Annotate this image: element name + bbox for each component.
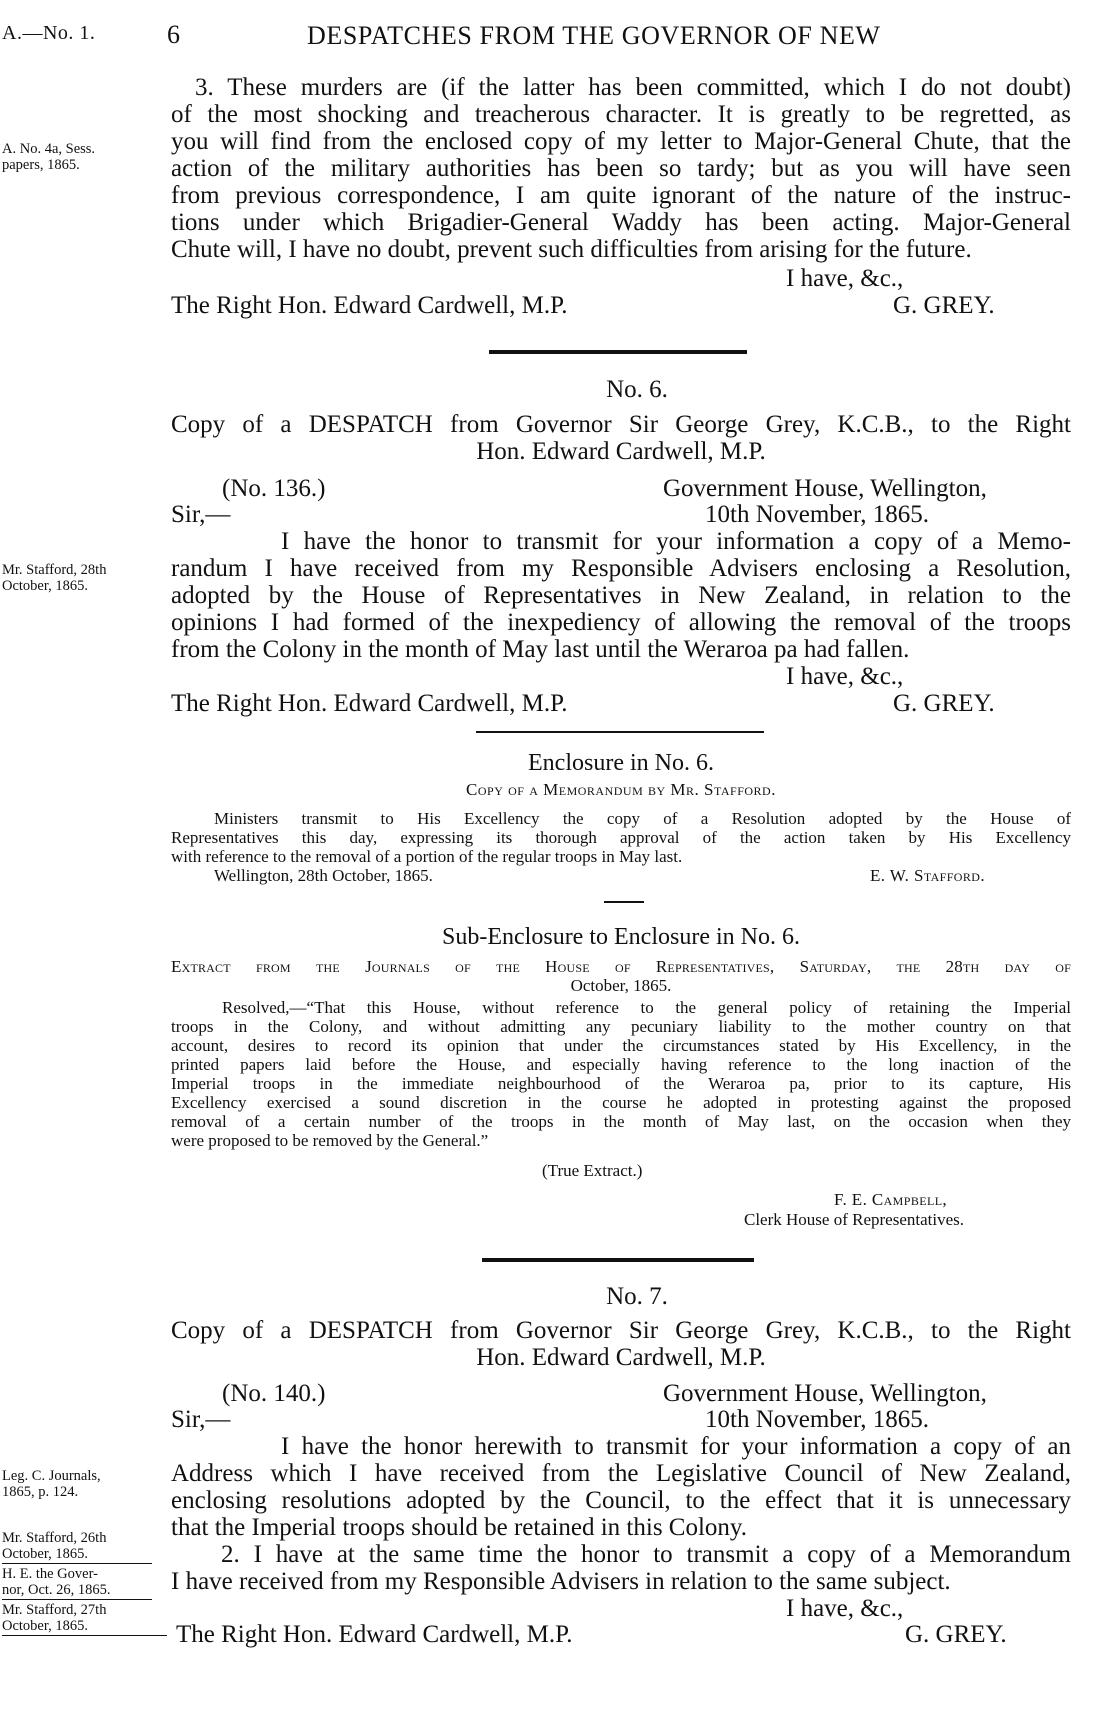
closing: I have, &c., bbox=[786, 265, 904, 292]
despatch-heading-line: Hon. Edward Cardwell, M.P. bbox=[476, 1344, 766, 1371]
clerk-title: Clerk House of Representatives. bbox=[744, 1210, 964, 1229]
margin-note-line: H. E. the Gover- bbox=[2, 1566, 98, 1582]
margin-note-line: October, 1865. bbox=[2, 1618, 88, 1634]
clerk-signature: F. E. Campbell, bbox=[834, 1190, 948, 1209]
margin-note-line: Mr. Stafford, 28th bbox=[2, 562, 107, 578]
despatch-place: Government House, Wellington, bbox=[663, 475, 987, 502]
para3-line: tions under which Brigadier-General Waddy has been acting. Major-General bbox=[171, 209, 1071, 236]
despatch-heading-line: Copy of a DESPATCH from Governor Sir George Grey, K.C.B., to the Right bbox=[171, 1317, 1071, 1344]
resolution-line: account, desires to record its opinion that under the circumstances stated by His Excellency, in the bbox=[171, 1036, 1071, 1055]
margin-note-line: Mr. Stafford, 26th bbox=[2, 1530, 107, 1546]
resolution-line: printed papers laid before the House, and especially having reference to the long inaction of the bbox=[171, 1055, 1071, 1074]
margin-note-line: A. No. 4a, Sess. bbox=[2, 141, 96, 157]
resolution-line: Resolved,—“That this House, without reference to the general policy of retaining the Imperial bbox=[222, 998, 1071, 1017]
despatch-number: No. 7. bbox=[606, 1283, 668, 1310]
enclosure-line: Ministers transmit to His Excellency the copy of a Resolution adopted by the House of bbox=[214, 809, 1071, 828]
no6-line: I have the honor to transmit for your information a copy of a Memo- bbox=[281, 528, 1071, 555]
margin-note bbox=[2, 1602, 167, 1636]
no7-line: that the Imperial troops should be retained in this Colony. bbox=[171, 1514, 748, 1541]
enclosure-subtitle: Copy of a Memorandum by Mr. Stafford. bbox=[466, 780, 776, 799]
closing: I have, &c., bbox=[786, 663, 904, 690]
margin-note-line: papers, 1865. bbox=[2, 157, 80, 173]
despatch-no: (No. 136.) bbox=[222, 475, 326, 502]
despatch-heading-line: Hon. Edward Cardwell, M.P. bbox=[476, 438, 766, 465]
subenclosure-heading-line: October, 1865. bbox=[570, 976, 672, 995]
para3-line: Chute will, I have no doubt, prevent such difficulties from arising for the future. bbox=[171, 236, 972, 263]
no6-line: randum I have received from my Responsible Advisers enclosing a Resolution, bbox=[171, 555, 1071, 582]
margin-note-line: 1865, p. 124. bbox=[2, 1484, 79, 1500]
signature: G. GREY. bbox=[893, 690, 995, 717]
signature: G. GREY. bbox=[893, 292, 995, 319]
margin-note-line: Mr. Stafford, 27th bbox=[2, 1602, 107, 1618]
despatch-no: (No. 140.) bbox=[222, 1380, 326, 1407]
resolution-line: Imperial troops in the immediate neighbourhood of the Weraroa pa, prior to its capture, His bbox=[171, 1074, 1071, 1093]
despatch-heading bbox=[171, 412, 1071, 439]
closing: I have, &c., bbox=[786, 1595, 904, 1622]
addressee: The Right Hon. Edward Cardwell, M.P. bbox=[171, 690, 568, 717]
salutation: Sir,— bbox=[171, 1406, 231, 1433]
section-divider bbox=[604, 901, 644, 903]
despatch-date: 10th November, 1865. bbox=[705, 501, 929, 528]
para3-line: from previous correspondence, I am quite ignorant of the nature of the instruc- bbox=[171, 182, 1071, 209]
section-divider bbox=[476, 731, 764, 733]
page-number: 6 bbox=[167, 20, 181, 49]
margin-note-line: Leg. C. Journals, bbox=[2, 1468, 101, 1484]
no7-line: 2. I have at the same time the honor to transmit a copy of a Memorandum bbox=[221, 1541, 1071, 1568]
margin-note bbox=[2, 1468, 101, 1500]
addressee: The Right Hon. Edward Cardwell, M.P. bbox=[176, 1621, 573, 1648]
salutation: Sir,— bbox=[171, 501, 231, 528]
para3-line: action of the military authorities has been so tardy; but as you will have seen bbox=[171, 155, 1071, 182]
resolution-line: were proposed to be removed by the General.” bbox=[171, 1131, 489, 1150]
margin-note-line: October, 1865. bbox=[2, 578, 88, 594]
header-ref: A.—No. 1. bbox=[2, 22, 96, 44]
enclosure-line: Representatives this day, expressing its thorough approval of the action taken by His Excellency bbox=[171, 828, 1071, 847]
addressee: The Right Hon. Edward Cardwell, M.P. bbox=[171, 292, 568, 319]
margin-note bbox=[2, 1530, 152, 1564]
no6-line: opinions I had formed of the inexpediency of allowing the removal of the troops bbox=[171, 609, 1071, 636]
section-divider bbox=[489, 350, 747, 354]
para3-line: of the most shocking and treacherous character. It is greatly to be regretted, as bbox=[171, 101, 1071, 128]
no7-line: I have received from my Responsible Advisers in relation to the same subject. bbox=[171, 1568, 951, 1595]
enclosure-line: with reference to the removal of a portion of the regular troops in May last. bbox=[171, 847, 683, 866]
margin-note bbox=[2, 562, 106, 594]
section-divider bbox=[482, 1258, 754, 1262]
enclosure-title: Enclosure in No. 6. bbox=[528, 750, 714, 776]
true-extract: (True Extract.) bbox=[542, 1161, 643, 1180]
despatch-heading bbox=[171, 1318, 1071, 1345]
resolution-line: removal of a certain number of the troops in the month of May last, on the occasion when they bbox=[171, 1112, 1071, 1131]
no7-line: enclosing resolutions adopted by the Council, to the effect that it is unnecessary bbox=[171, 1487, 1071, 1514]
despatch-place: Government House, Wellington, bbox=[663, 1380, 987, 1407]
subenclosure-heading-line: Extract from the Journals of the House of Representatives, Saturday, the 28th day of bbox=[171, 957, 1071, 976]
para3-line: 3. These murders are (if the latter has been committed, which I do not doubt) bbox=[195, 74, 1071, 101]
no6-line: from the Colony in the month of May last until the Weraroa pa had fallen. bbox=[171, 636, 910, 663]
margin-note bbox=[2, 141, 95, 173]
enclosure-signature: E. W. Stafford. bbox=[870, 866, 985, 885]
enclosure-place-date: Wellington, 28th October, 1865. bbox=[214, 866, 433, 885]
resolution-line: troops in the Colony, and without admitting any pecuniary liability to the mother country on that bbox=[171, 1017, 1071, 1036]
no7-line: Address which I have received from the Legislative Council of New Zealand, bbox=[171, 1460, 1071, 1487]
margin-note bbox=[2, 1566, 152, 1600]
no7-line: I have the honor herewith to transmit for your information a copy of an bbox=[281, 1433, 1071, 1460]
margin-note-line: nor, Oct. 26, 1865. bbox=[2, 1582, 111, 1598]
page-title: DESPATCHES FROM THE GOVERNOR OF NEW bbox=[307, 21, 881, 50]
no6-line: adopted by the House of Representatives in New Zealand, in relation to the bbox=[171, 582, 1071, 609]
despatch-heading-line: Copy of a DESPATCH from Governor Sir George Grey, K.C.B., to the Right bbox=[171, 411, 1071, 438]
subenclosure-title: Sub-Enclosure to Enclosure in No. 6. bbox=[442, 924, 800, 950]
margin-note-line: October, 1865. bbox=[2, 1546, 88, 1562]
despatch-number: No. 6. bbox=[606, 376, 668, 403]
signature: G. GREY. bbox=[905, 1621, 1007, 1648]
para3-line: you will find from the enclosed copy of my letter to Major-General Chute, that the bbox=[171, 128, 1071, 155]
resolution-line: Excellency exercised a sound discretion in the course he adopted in protesting against the proposed bbox=[171, 1093, 1071, 1112]
despatch-date: 10th November, 1865. bbox=[705, 1406, 929, 1433]
